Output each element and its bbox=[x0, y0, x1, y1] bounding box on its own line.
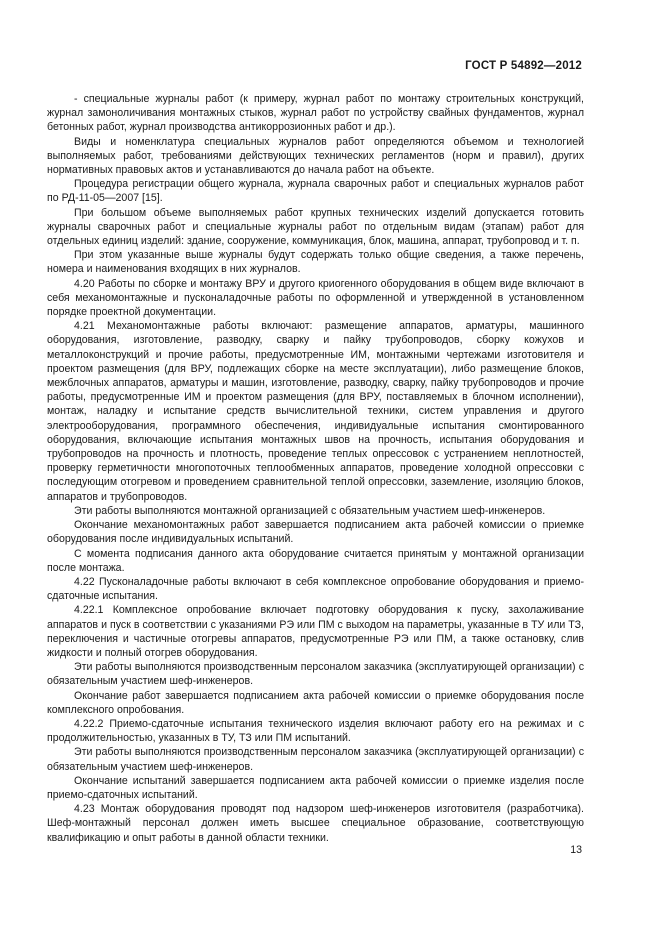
paragraph-4-22-2: 4.22.2 Приемо-сдаточные испытания технического изделия включают работу его на режимах и с продолжительностью, указанных в ТУ, ТЗ или ПМ испытаний. bbox=[47, 717, 584, 745]
page-number: 13 bbox=[570, 844, 582, 856]
paragraph: Окончание работ завершается подписанием акта рабочей комиссии о приемке оборудования после комплексного опробования. bbox=[47, 689, 584, 716]
paragraph: Окончание механомонтажных работ завершается подписанием акта рабочей комиссии о приемке оборудования после индивидуальных испытаний. bbox=[47, 519, 584, 546]
body-text bbox=[47, 92, 584, 845]
paragraph: Виды и номенклатура специальных журналов работ определяются объемом и технологией выполняемых работ, требованиями действующих технических регламентов (норм и правил), других нормативных правовых актов и устанавливаются до начала работ на объекте. bbox=[47, 135, 584, 177]
paragraph: Окончание испытаний завершается подписанием акта рабочей комиссии о приемке изделия после приемо-сдаточных испытаний. bbox=[47, 774, 584, 801]
standard-header: ГОСТ Р 54892—2012 bbox=[465, 60, 582, 72]
paragraph-4-23: 4.23 Монтаж оборудования проводят под надзором шеф-инженеров изготовителя (разработчика). Шеф-монтажный персонал должен иметь высшее специальное образование, соответствующую квалификацию и опыт работы в данной области техники. bbox=[47, 803, 584, 844]
paragraph: Эти работы выполняются монтажной организацией с обязательным участием шеф-инженеров. bbox=[74, 504, 546, 517]
paragraph-4-20: 4.20 Работы по сборке и монтажу ВРУ и другого криогенного оборудования в общем виде включают в себя механомонтажные и пусконаладочные работы по оформленной и утвержденной в установленном порядке проектной документации. bbox=[47, 277, 584, 319]
paragraph-4-21: 4.21 Механомонтажные работы включают: размещение аппаратов, арматуры, машинного оборудования, изготовление, разводку, сварку и пайку трубопроводов, сборку кожухов и металлоконструкций и прочие работы, предусмотренные ИМ, монтажными чертежами изготовителя и проектом размещения (для ВРУ, подлежащих сборке на месте эксплуатации), либо размещение блоков, межблочных аппаратов, арматуры и машин, изготовление, разводку, сварку, пайку трубопроводов и прочие работы, предусмотренные ИМ и проектом размещения (для ВРУ, поставляемых в блочном исполнении), монтаж, наладку и испытание средств вычислительной техники, систем управления и другого электрооборудования, программного обеспечения, индивидуальные испытания смонтированного оборудования, включающие испытания монтажных швов на прочность, испытания оборудования и трубопроводов на прочность и плотность, проведение теплых опрессовок с устранением неплотностей, проверку герметичности многопоточных теплообменных аппаратов, проведение холодной опрессовки с последующим отогревом и проведением сравнительной теплой опрессовки, заземление, изоляцию блоков, аппаратов и трубопроводов. bbox=[47, 320, 584, 503]
paragraph: С момента подписания данного акта оборудование считается принятым у монтажной организации после монтажа. bbox=[47, 547, 584, 574]
paragraph: Процедура регистрации общего журнала, журнала сварочных работ и специальных журналов работ по РД-11-05—2007 [15]. bbox=[47, 178, 584, 205]
paragraph-4-22: 4.22 Пусконаладочные работы включают в себя комплексное опробование оборудования и приемо-сдаточные испытания. bbox=[47, 575, 584, 603]
paragraph: Эти работы выполняются производственным персоналом заказчика (эксплуатирующей организации) с обязательным участием шеф-инженеров. bbox=[47, 746, 584, 773]
paragraph: - специальные журналы работ (к примеру, журнал работ по монтажу строительных конструкций, журнал замоноличивания монтажных стыков, журнал работ по устройству свайных фундаментов, журнал бетонных работ, журнал производства антикоррозионных работ и др.). bbox=[47, 93, 584, 134]
paragraph: При этом указанные выше журналы будут содержать только общие сведения, а также перечень, номера и наименования входящих в них журналов. bbox=[47, 249, 584, 276]
paragraph: Эти работы выполняются производственным персоналом заказчика (эксплуатирующей организации) с обязательным участием шеф-инженеров. bbox=[47, 661, 584, 688]
paragraph: При большом объеме выполняемых работ крупных технических изделий допускается готовить журналы сварочных работ и специальные журналы работ по отдельным видам (этапам) работ для отдельных единиц изделий: здание, сооружение, коммуникация, блок, машина, аппарат, трубопровод и т. п. bbox=[47, 206, 584, 248]
paragraph-4-22-1: 4.22.1 Комплексное опробование включает подготовку оборудования к пуску, захолаживание аппаратов и пуск в соответствии с указаниями РЭ или ПМ с выходом на параметры, указанные в ТУ или ТЗ, переключения и частичные отогревы аппаратов, предусмотренные РЭ или ПМ, а также остановку, слив жидкости и полный отогрев оборудования. bbox=[47, 604, 584, 659]
